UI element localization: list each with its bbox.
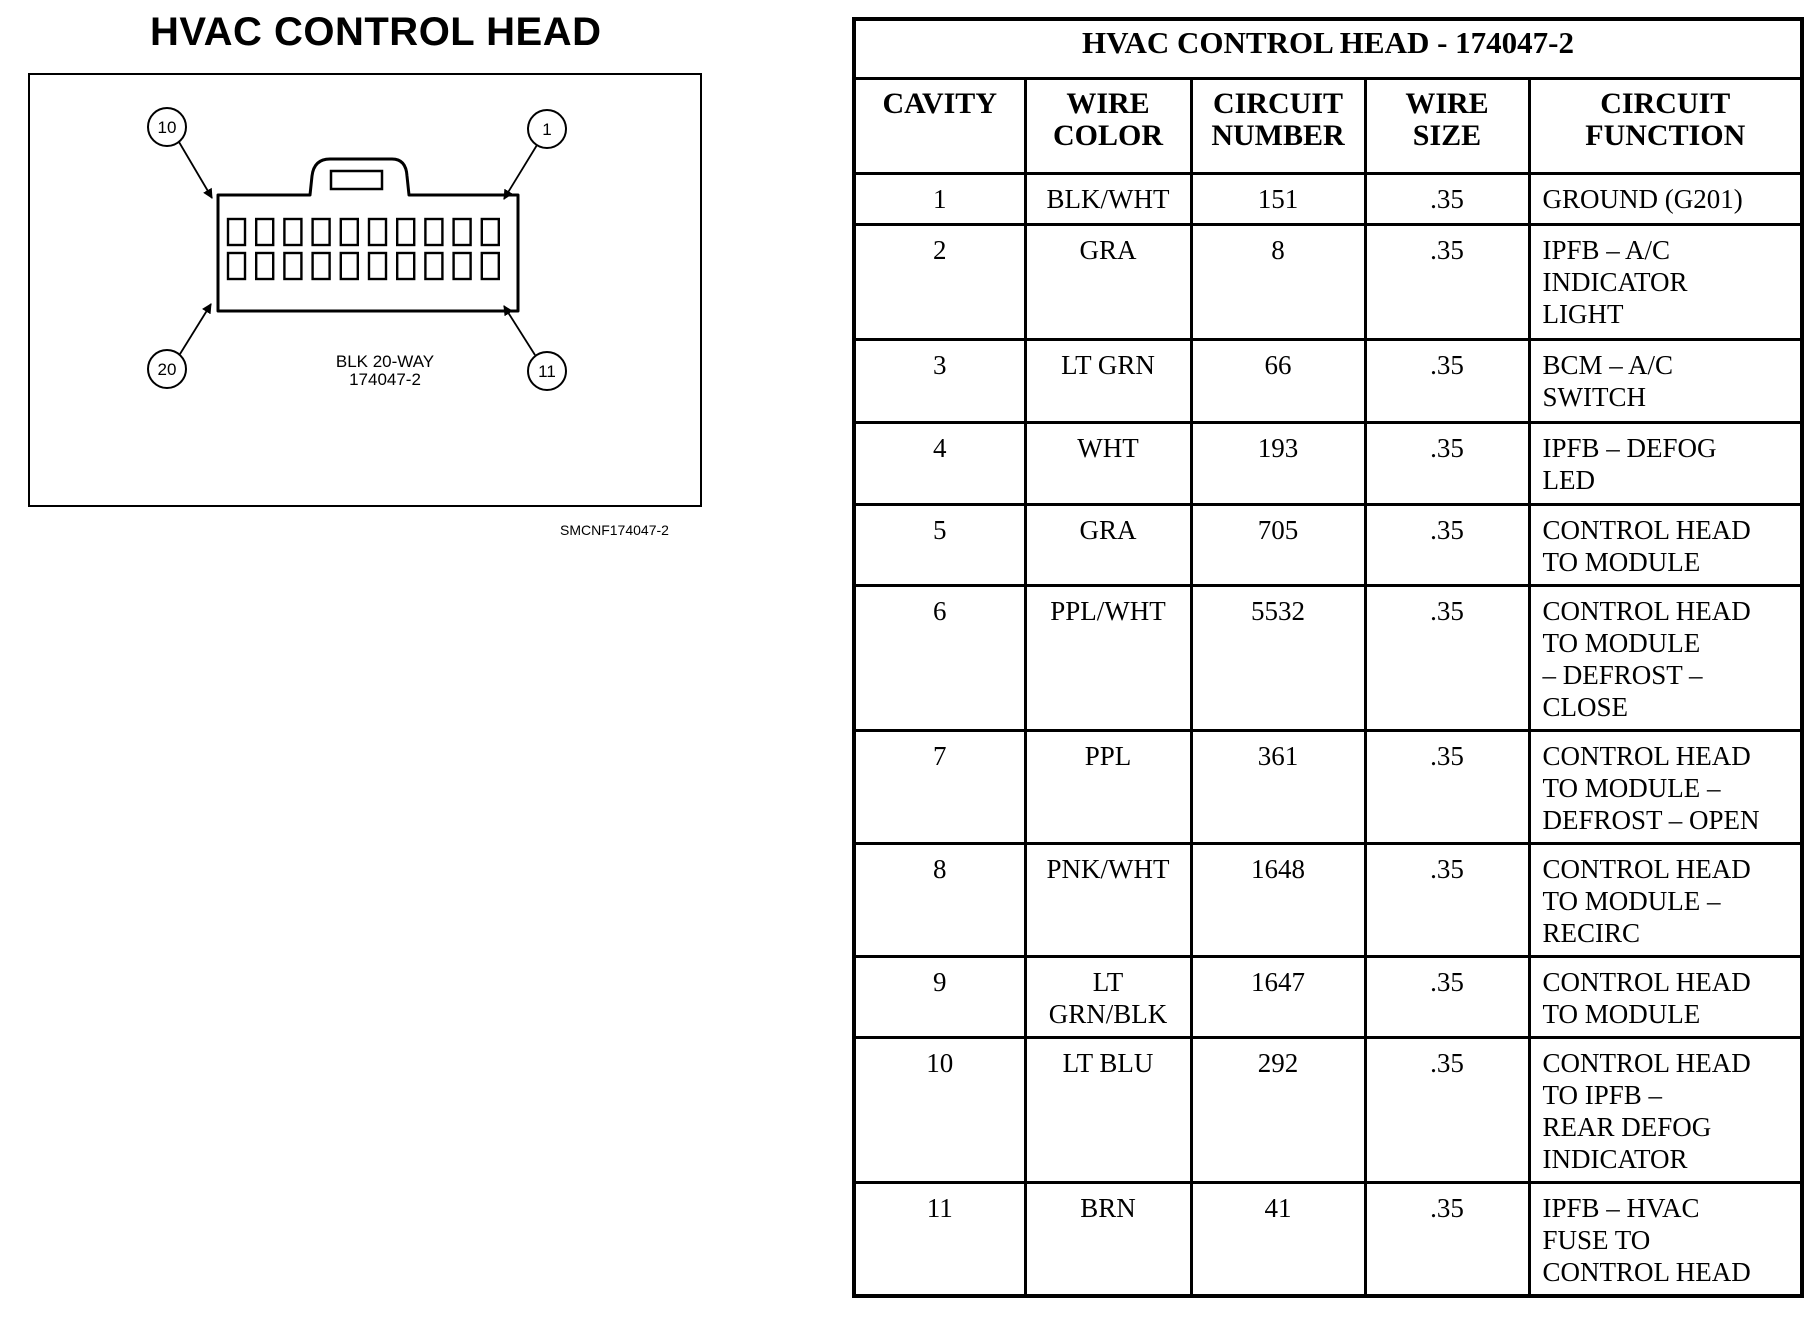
callout-10: 10 [157,118,177,137]
wire-color-line: BRN [1080,1193,1136,1223]
wire-color-line: WHT [1077,433,1139,463]
circuit-function-line: SWITCH [1542,382,1646,412]
wire-size-cell: .35 [1365,423,1529,505]
circuit-number-cell: 193 [1191,423,1365,505]
wire-color-line: BLK/WHT [1046,184,1170,214]
wire-size-cell: .35 [1365,1038,1529,1183]
circuit-function-line: TO MODULE [1542,547,1701,577]
table-row [854,225,1802,340]
cavity-cell: 4 [854,423,1025,505]
connector-drawing [30,75,704,509]
header-wire-size: WIRE SIZE [1365,79,1529,174]
wire-color-cell [1025,1183,1191,1296]
wire-color-cell [1025,844,1191,957]
circuit-function-line: CONTROL HEAD [1542,596,1751,626]
pinout-table-container [852,17,1800,1298]
wire-color-line: GRA [1079,515,1137,545]
table-row [854,1038,1802,1183]
table-title: HVAC CONTROL HEAD - 174047-2 [854,19,1802,79]
cavity-cell: 11 [854,1183,1025,1296]
circuit-number-cell: 705 [1191,505,1365,586]
circuit-function-cell [1529,225,1802,340]
callout-20-leader [180,304,211,354]
callout-20: 20 [157,360,177,379]
pin-cavity [284,253,301,279]
cavity-cell: 6 [854,586,1025,731]
callout-11-leader [504,306,535,355]
wire-color-cell [1025,586,1191,731]
wire-size-cell: .35 [1365,1183,1529,1296]
circuit-function-line: CONTROL HEAD [1542,1048,1751,1078]
wire-color-line: PPL [1084,741,1132,771]
cavity-cell: 3 [854,340,1025,423]
table-row [854,174,1802,225]
circuit-function-cell [1529,586,1802,731]
pin-cavity [228,253,245,279]
circuit-function-line: – DEFROST – [1542,660,1703,690]
wire-color-line: LT [1092,967,1124,997]
pin-cavity [454,253,471,279]
callout-1: 1 [542,120,552,139]
pin-cavity [341,253,358,279]
header-circuit-number: CIRCUIT NUMBER [1191,79,1365,174]
pin-cavity [425,253,442,279]
circuit-function-line: LIGHT [1542,299,1624,329]
diagram-title: HVAC CONTROL HEAD [150,10,602,54]
pin-cavity [369,253,386,279]
circuit-function-line: CONTROL HEAD [1542,1257,1751,1287]
cavity-cell: 5 [854,505,1025,586]
wire-size-cell: .35 [1365,505,1529,586]
header-wire-color: WIRE COLOR [1025,79,1191,174]
circuit-function-cell [1529,957,1802,1038]
circuit-function-line: IPFB – HVAC [1542,1193,1700,1223]
connector-diagram [28,73,702,507]
circuit-function-line: TO MODULE [1542,628,1701,658]
wire-color-line: LT BLU [1062,1048,1154,1078]
circuit-number-cell: 151 [1191,174,1365,225]
wire-color-cell [1025,174,1191,225]
circuit-number-cell: 1647 [1191,957,1365,1038]
wire-size-cell: .35 [1365,844,1529,957]
circuit-number-cell: 5532 [1191,586,1365,731]
circuit-function-line: LED [1542,465,1595,495]
connector-part-number: 174047-2 [349,370,421,389]
wire-color-line: PPL/WHT [1050,596,1166,626]
circuit-number-cell: 1648 [1191,844,1365,957]
circuit-function-line: IPFB – A/C [1542,235,1671,265]
table-row [854,1183,1802,1296]
circuit-function-line: CONTROL HEAD [1542,515,1751,545]
wire-color-cell [1025,957,1191,1038]
table-row [854,731,1802,844]
header-circuit-function: CIRCUIT FUNCTION [1529,79,1802,174]
circuit-function-line: CLOSE [1542,692,1629,722]
table-row [854,586,1802,731]
circuit-function-cell [1529,423,1802,505]
circuit-function-line: DEFROST – OPEN [1542,805,1760,835]
wire-color-cell [1025,423,1191,505]
circuit-function-line: RECIRC [1542,918,1641,948]
circuit-function-line: CONTROL HEAD [1542,741,1751,771]
circuit-function-cell [1529,340,1802,423]
wire-color-line: LT GRN [1061,350,1155,380]
pin-cavity [313,253,330,279]
circuit-function-line: REAR DEFOG [1542,1112,1712,1142]
circuit-function-cell [1529,174,1802,225]
table-row [854,423,1802,505]
cavity-cell: 9 [854,957,1025,1038]
pin-cavity [369,219,386,245]
circuit-function-line: FUSE TO [1542,1225,1651,1255]
pin-cavity [341,219,358,245]
table-row [854,505,1802,586]
circuit-function-line: TO MODULE – [1542,773,1721,803]
wire-size-cell: .35 [1365,586,1529,731]
wire-color-line: PNK/WHT [1046,854,1170,884]
connector-latch [331,171,382,189]
wire-size-cell: .35 [1365,957,1529,1038]
callout-1-leader [504,145,537,199]
circuit-function-cell [1529,844,1802,957]
pin-cavity [397,253,414,279]
cavity-cell: 1 [854,174,1025,225]
pin-cavity [256,219,273,245]
wire-color-line: GRA [1079,235,1137,265]
pin-cavity [425,219,442,245]
table-body [854,174,1802,1296]
wire-color-cell [1025,340,1191,423]
wire-color-cell [1025,1038,1191,1183]
pin-cavity [454,219,471,245]
table-row [854,957,1802,1038]
circuit-function-cell [1529,1183,1802,1296]
circuit-number-cell: 41 [1191,1183,1365,1296]
callout-11: 11 [538,362,556,381]
pin-cavity [284,219,301,245]
circuit-function-line: GROUND (G201) [1542,184,1743,214]
circuit-number-cell: 292 [1191,1038,1365,1183]
cavity-cell: 2 [854,225,1025,340]
pin-cavity [256,253,273,279]
circuit-function-line: TO MODULE [1542,999,1701,1029]
wire-color-line: GRN/BLK [1048,999,1168,1029]
cavity-cell: 10 [854,1038,1025,1183]
circuit-function-cell [1529,1038,1802,1183]
circuit-function-line: INDICATOR [1542,267,1688,297]
wire-color-cell [1025,225,1191,340]
table-row [854,340,1802,423]
circuit-function-cell [1529,731,1802,844]
wire-size-cell: .35 [1365,174,1529,225]
pin-cavity [313,219,330,245]
figure-id: SMCNF174047-2 [560,522,669,538]
header-cavity: CAVITY [854,79,1025,174]
circuit-function-line: BCM – A/C [1542,350,1674,380]
pin-cavity [228,219,245,245]
circuit-function-line: TO MODULE – [1542,886,1721,916]
wire-size-cell: .35 [1365,731,1529,844]
wire-size-cell: .35 [1365,340,1529,423]
circuit-number-cell: 8 [1191,225,1365,340]
circuit-number-cell: 361 [1191,731,1365,844]
connector-name: BLK 20-WAY [335,352,435,371]
pin-cavity [482,219,499,245]
pin-cavity [482,253,499,279]
cavity-cell: 7 [854,731,1025,844]
circuit-number-cell: 66 [1191,340,1365,423]
wire-color-cell [1025,505,1191,586]
circuit-function-line: TO IPFB – [1542,1080,1663,1110]
circuit-function-line: CONTROL HEAD [1542,854,1751,884]
circuit-function-line: INDICATOR [1542,1144,1688,1174]
circuit-function-line: IPFB – DEFOG [1542,433,1717,463]
pinout-table [852,17,1804,1298]
cavity-cell: 8 [854,844,1025,957]
callout-10-leader [179,142,212,198]
table-row [854,844,1802,957]
pin-cavity [397,219,414,245]
circuit-function-line: CONTROL HEAD [1542,967,1751,997]
wire-color-cell [1025,731,1191,844]
connector-caption [260,353,510,389]
circuit-function-cell [1529,505,1802,586]
wire-size-cell: .35 [1365,225,1529,340]
